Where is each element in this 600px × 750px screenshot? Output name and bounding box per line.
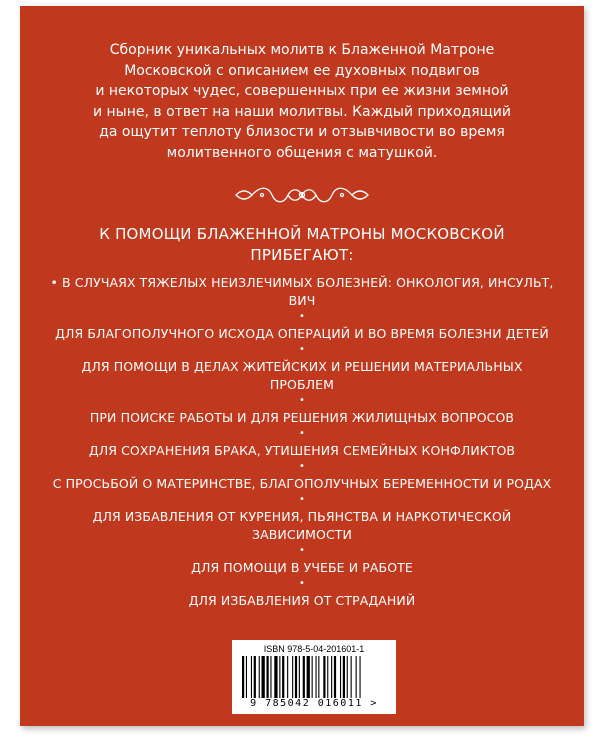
list-item: ДЛЯ ПОМОЩИ В ДЕЛАХ ЖИТЕЙСКИХ И РЕШЕНИИ МАТЕРИАЛЬНЫХ ПРОБЛЕМ — [81, 359, 523, 392]
isbn-text: ISBN 978-5-04-201601-1 — [263, 644, 365, 654]
list-item: • В СЛУЧАЯХ ТЯЖЕЛЫХ НЕИЗЛЕЧИМЫХ БОЛЕЗНЕЙ: ОНКОЛОГИЯ, ИНСУЛЬТ, ВИЧ — [50, 275, 554, 308]
barcode-digits: 9 785042 016011 > — [250, 698, 378, 709]
list-item: ДЛЯ ИЗБАВЛЕНИЯ ОТ КУРЕНИЯ, ПЬЯНСТВА И НАРКОТИЧЕСКОЙ ЗАВИСИМОСТИ — [92, 509, 512, 542]
decorative-ornament — [232, 182, 372, 208]
bullet-separator: • — [299, 545, 305, 556]
intro-line: Сборник уникальных молитв к Блаженной Матроне — [109, 42, 495, 58]
list-item: ДЛЯ СОХРАНЕНИЯ БРАКА, УТИШЕНИЯ СЕМЕЙНЫХ КОНФЛИКТОВ — [88, 443, 516, 458]
intro-paragraph — [80, 40, 524, 163]
bullet-separator: • — [299, 395, 305, 406]
bullet-separator: • — [299, 494, 305, 505]
intro-line: да ощутит теплоту близости и отзывчивости во время — [99, 124, 505, 140]
list-item: ДЛЯ БЛАГОПОЛУЧНОГО ИСХОДА ОПЕРАЦИЙ И ВО ВРЕМЯ БОЛЕЗНИ ДЕТЕЙ — [55, 326, 549, 341]
list-heading — [60, 224, 544, 266]
bullet-separator: • — [299, 578, 305, 589]
bullet-separator: • — [299, 344, 305, 355]
list-item: ПРИ ПОИСКЕ РАБОТЫ И ДЛЯ РЕШЕНИЯ ЖИЛИЩНЫХ ВОПРОСОВ — [89, 410, 515, 425]
intro-line: и некоторых чудес, совершенных при ее жизни земной — [95, 83, 509, 99]
list-item: ДЛЯ ПОМОЩИ В УЧЕБЕ И РАБОТЕ — [191, 560, 413, 575]
isbn-barcode — [232, 640, 396, 714]
heading-line-1: К ПОМОЩИ БЛАЖЕННОЙ МАТРОНЫ МОСКОВСКОЙ — [99, 225, 505, 243]
book-back-cover — [20, 6, 584, 726]
bullet-separator: • — [299, 311, 305, 322]
bullet-separator: • — [299, 428, 305, 439]
intro-line: и ныне, в ответ на наши молитвы. Каждый приходящий — [92, 103, 511, 120]
intro-line: молитвенного общения с матушкой. — [166, 144, 438, 161]
list-item: ДЛЯ ИЗБАВЛЕНИЯ ОТ СТРАДАНИЙ — [188, 593, 416, 608]
heading-line-2: ПРИБЕГАЮТ: — [250, 246, 354, 264]
help-list — [50, 274, 554, 610]
list-item: С ПРОСЬБОЙ О МАТЕРИНСТВЕ, БЛАГОПОЛУЧНЫХ БЕРЕМЕННОСТИ И РОДАХ — [52, 476, 552, 491]
barcode-bars — [242, 656, 386, 698]
bullet-separator: • — [299, 461, 305, 472]
intro-line: Московской с описанием ее духовных подвигов — [124, 62, 480, 79]
